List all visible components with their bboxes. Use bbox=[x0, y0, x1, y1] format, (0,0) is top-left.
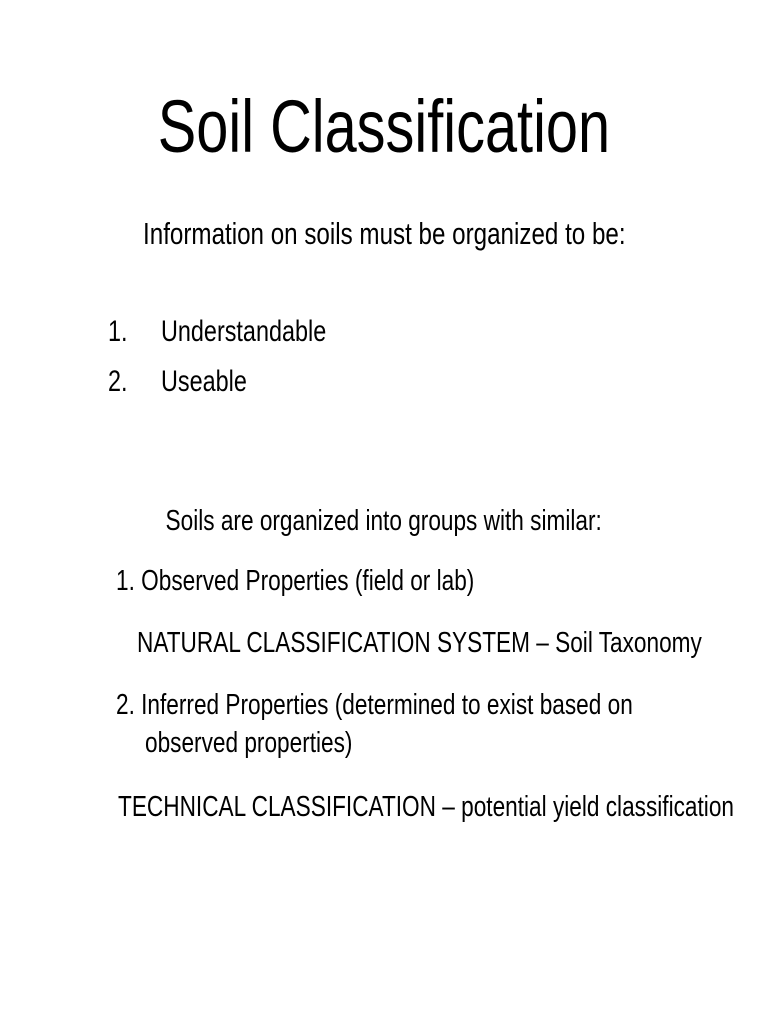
technical-classification-text: TECHNICAL CLASSIFICATION – potential yield classification bbox=[118, 791, 734, 823]
groups-intro-text: Soils are organized into groups with similar: bbox=[165, 505, 603, 537]
inferred-properties-text-2: observed properties) bbox=[145, 727, 353, 759]
intro-text-content: Information on soils must be organized to be: bbox=[142, 216, 626, 251]
observed-properties bbox=[116, 562, 575, 600]
requirement-number-2: 2. bbox=[108, 365, 128, 398]
slide-title-text: Soil Classification bbox=[157, 85, 611, 168]
requirement-number-1: 1. bbox=[108, 315, 128, 348]
inferred-properties-text-1: 2. Inferred Properties (determined to exist based on bbox=[116, 689, 633, 721]
natural-classification bbox=[137, 624, 768, 662]
slide-title bbox=[0, 82, 768, 172]
groups-intro bbox=[0, 502, 768, 540]
requirement-label-2: Useable bbox=[161, 365, 247, 398]
inferred-properties-line-1 bbox=[116, 686, 768, 724]
inferred-properties-line-2 bbox=[145, 724, 411, 762]
technical-classification bbox=[118, 788, 768, 826]
observed-properties-text: 1. Observed Properties (field or lab) bbox=[116, 565, 475, 597]
requirement-label-1: Understandable bbox=[161, 315, 327, 348]
intro-text bbox=[0, 214, 768, 254]
natural-classification-text: NATURAL CLASSIFICATION SYSTEM – Soil Taxonomy bbox=[137, 627, 702, 659]
